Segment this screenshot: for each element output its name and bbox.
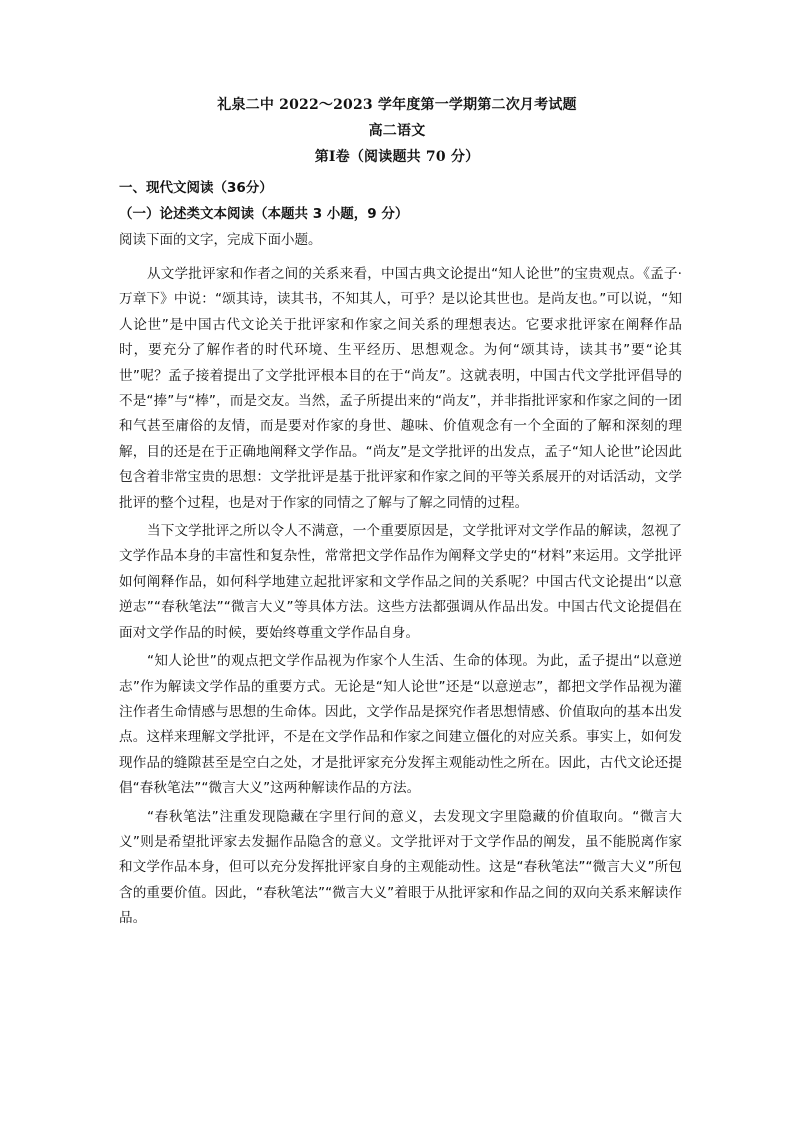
exam-header xyxy=(0,92,794,170)
part-one-heading: 一、现代文阅读（36分） xyxy=(119,180,273,196)
passage-paragraph-3: “知人论世”的观点把文学作品视为作家个人生活、生命的体现。为此，孟子提出“以意逆志”作为解读文学作品的重要方式。无论是“知人论世”还是“以意逆志”，都把文学作品视为灌注作者生命情感与思想的生命体。因此，文学作品是探究作者思想情感、价值取向的基本出发点。这样来理解文学批评，不是在文学作品和作家之间建立僵化的对应关系。事实上，如何发现作品的缝隙甚至是空白之处，才是批评家充分发挥主观能动性之所在。因此，古代文论还提倡“春秋笔法”“微言大义”这两种解读作品的方法。 xyxy=(119,653,682,797)
passage-paragraph-2: 当下文学批评之所以令人不满意，一个重要原因是，文学批评对文学作品的解读，忽视了文学作品本身的丰富性和复杂性，常常把文学作品作为阐释文学史的“材料”来运用。文学批评如何阐释作品，如何科学地建立起批评家和文学作品之间的关系呢？中国古代文论提出“以意逆志”“春秋笔法”“微言大义”等具体方法。这些方法都强调从作品出发。中国古代文论提倡在面对文学作品的时候，要始终尊重文学作品自身。 xyxy=(119,523,682,641)
volume-heading: 第Ⅰ卷（阅读题共 70 分） xyxy=(314,149,480,165)
passage-paragraph-4: “春秋笔法”注重发现隐藏在字里行间的意义，去发现文字里隐藏的价值取向。“微言大义”则是希望批评家去发掘作品隐含的意义。文学批评对于文学作品的阐发，虽不能脱离作家和文学作品本身，但可以充分发挥批评家自身的主观能动性。这是“春秋笔法”“微言大义”所包含的重要价值。因此，“春秋笔法”“微言大义”着眼于从批评家和作品之间的双向关系来解读作品。 xyxy=(119,808,682,927)
subsection-heading: （一）论述类文本阅读（本题共 3 小题，9 分） xyxy=(119,206,409,222)
exam-title: 礼泉二中 2022～2023 学年度第一学期第二次月考试题 xyxy=(217,97,577,113)
reading-instruction: 阅读下面的文字，完成下面小题。 xyxy=(119,232,322,248)
exam-subject: 高二语文 xyxy=(368,123,426,139)
reading-passage xyxy=(119,262,682,932)
exam-body xyxy=(119,175,682,932)
passage-paragraph-1: 从文学批评家和作者之间的关系来看，中国古典文论提出“知人论世”的宝贵观点。《孟子·万章下》中说：“颂其诗，读其书，不知其人，可乎？是以论其世也。是尚友也。”可以说，“知人论世”是中国古代文论关于批评家和作家之间关系的理想表达。它要求批评家在阐释作品时，要充分了解作者的时代环境、生平经历、思想观念。为何“颂其诗，读其书”要“论其世”呢？孟子接着提出了文学批评根本目的在于“尚友”。这就表明，中国古代文学批评倡导的不是“捧”与“棒”，而是交友。当然，孟子所提出来的“尚友”，并非指批评家和作家之间的一团和气甚至庸俗的友情，而是要对作家的身世、趣味、价值观念有一个全面的了解和深刻的理解，目的还是在于正确地阐释文学作品。“尚友”是文学批评的出发点，孟子“知人论世”论因此包含着非常宝贵的思想：文学批评是基于批评家和作家之间的平等关系展开的对话活动，文学批评的整个过程，也是对于作家的同情之了解与了解之同情的过程。 xyxy=(119,266,682,511)
